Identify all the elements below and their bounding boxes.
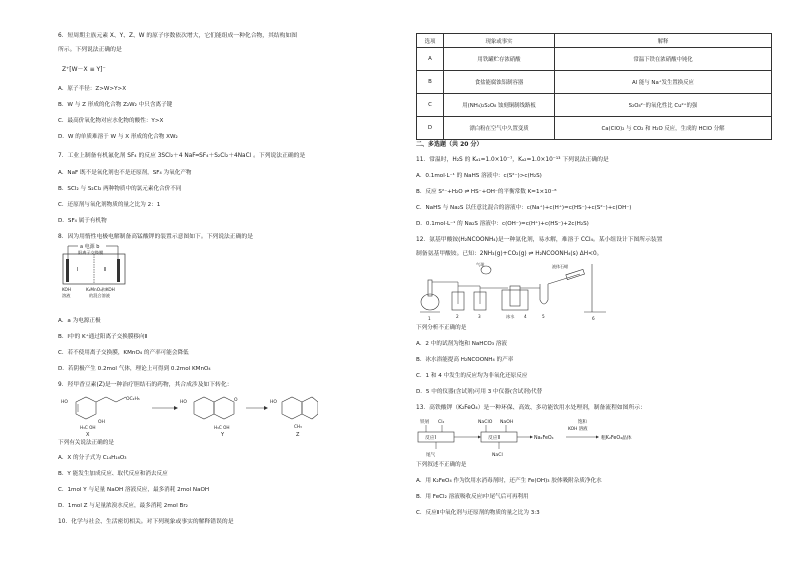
q13-option-a: A．用 K₂FeO₄ 作为饮用水消毒剂时，还产生 Fe(OH)₃ 胶体吸附杂质净化水 — [416, 478, 602, 484]
apparatus-number: 6 — [592, 316, 595, 321]
reaction-1-label: 反应Ⅰ — [425, 436, 437, 441]
flow-input-naoh: NaOH — [500, 420, 514, 425]
q9-stem: 9．羟甲香豆素(Z)是一种治疗胆结石的药物，其合成涉及如下转化： — [58, 382, 233, 388]
q9-option-d: D．1mol Z 与足量浓溴水反应，最多消耗 2mol Br₂ — [58, 503, 188, 509]
flow-intermediate: Na₂FeO₄ — [534, 436, 554, 441]
q12-option-d: D．5 中的仪器(含试剂)可用 3 中仪器(含试剂)代替 — [416, 389, 543, 395]
q11-option-b: B．反应 S²⁻+H₂O ⇌ HS⁻+OH⁻的平衡常数 K=1×10⁻⁸ — [416, 189, 557, 195]
cooling-label: 冰水 — [506, 314, 515, 319]
gas-bag-label: 气球 — [476, 262, 485, 267]
apparatus-number: 1 — [428, 316, 431, 321]
q7-option-d: D．SF₄ 属于有机物 — [58, 218, 107, 224]
flow-waste-nacl: NaCl — [492, 453, 503, 458]
q7-option-a: A．NaF 既不是氧化剂也不是还原剂，SF₄ 为氧化产物 — [58, 170, 192, 176]
table-cell: C — [417, 94, 444, 117]
flow-input-naclo: NaClO — [478, 420, 493, 425]
apparatus-number: 4 — [524, 314, 527, 319]
flow-input-saturated: 饱和 — [578, 420, 587, 425]
table-cell: Ca(ClO)₂ 与 CO₂ 和 H₂O 反应，生成的 HClO 分解 — [555, 117, 772, 140]
q9-option-b: B．Y 能发生加成反应、取代反应和消去反应 — [58, 471, 168, 477]
synthesis-scheme — [58, 392, 318, 438]
q13-option-b: B．用 FeCl₂ 溶液吸收反应Ⅰ中尾气后可再利用 — [416, 494, 529, 500]
table-row — [417, 48, 772, 71]
q12-stem-line1: 12．氨基甲酸铵(H₂NCOONH₄)是一种氨化剂，易水解，难溶于 CCl₄。某小组设计下图所示装置 — [416, 237, 663, 243]
table-header-fact: 现象或事实 — [444, 34, 555, 48]
q11-option-d: D．0.1mol·L⁻¹ 的 Na₂S 溶液中：c(OH⁻)=c(H⁺)+c(HS⁻)+2c(H₂S) — [416, 221, 589, 227]
q6-stem-line1: 6．短周期主族元素 X、Y、Z、W 的原子序数依次增大，它们能组成一种化合物，其结构如图 — [58, 33, 298, 39]
table-row — [417, 94, 772, 117]
paraffin-label: 液体石蜡 — [552, 264, 568, 269]
x-substituent-oc2h5: OC₂H₅ — [126, 397, 140, 402]
q11-option-a: A．0.1mol·L⁻¹ 的 NaHS 溶液中：c(S²⁻)>c(H₂S) — [416, 173, 542, 179]
left-solution-line1: KOH — [62, 287, 71, 292]
q12-stem3: 下列分析不正确的是 — [416, 325, 467, 331]
table-cell: 食盐能腐蚀铝制容器 — [444, 71, 555, 94]
membrane-label: 阳离子交换膜 — [78, 250, 104, 255]
right-solution-line2: 的混合溶液 — [89, 293, 110, 298]
table-cell: 用铁罐贮存浓硝酸 — [444, 48, 555, 71]
table-cell: 用(NH₄)₂S₂O₈ 蚀刻铜制线路板 — [444, 94, 555, 117]
q12-stem-line2: 制备氨基甲酸铵。已知：2NH₃(g)+CO₂(g) ⇌ H₂NCOONH₄(s) ΔH<0。 — [416, 251, 603, 257]
q7-stem: 7．工业上制备有机氟化剂 SF₄ 的反应 3SCl₂＋4 NaF═SF₄＋S₂Cl₂＋4NaCl 。下列说法正确的是 — [58, 153, 306, 159]
svg-text:OH: OH — [98, 420, 105, 425]
q7-option-c: C．还原剂与氧化剂物质的量之比为 2：1 — [58, 202, 161, 208]
svg-text:H₃C OH: H₃C OH — [214, 425, 230, 430]
svg-text:CH₃: CH₃ — [294, 424, 302, 429]
left-solution-line2: 溶液 — [62, 293, 71, 298]
q11-stem: 11．常温时，H₂S 的 Kₐ₁=1.0×10⁻⁷，Kₐ₂=1.0×10⁻¹³ 下列说法正确的是 — [416, 157, 609, 163]
table-cell: 漂白粉在空气中久置变质 — [444, 117, 555, 140]
table-cell: B — [417, 71, 444, 94]
svg-text:O: O — [234, 398, 238, 403]
q6-option-c: C．最高价氧化物对应水化物的酸性：Y>X — [58, 118, 164, 124]
q13-stem: 13．高铁酸钾（K₂FeO₄）是一种环保、高效、多功能饮用水处理剂，制备流程如图所示： — [416, 405, 646, 411]
q8-option-c: C．若不使用离子交换膜，KMnO₄ 的产率可能会降低 — [58, 350, 189, 356]
q7-option-b: B．SCl₂ 与 S₂Cl₂ 两种物质中的氯元素化合价不同 — [58, 186, 182, 192]
label-x: X — [86, 432, 90, 438]
q12-option-a: A．2 中的试剂为饱和 NaHCO₃ 溶液 — [416, 341, 508, 347]
q8-option-a: A．a 为电源正极 — [58, 318, 101, 324]
table-cell: S₂O₈²⁻的氧化性比 Cu²⁺的强 — [555, 94, 772, 117]
apparatus-number: 2 — [456, 314, 459, 319]
q9-option-c: C．1mol Y 与足量 NaOH 溶液反应，最多消耗 2mol NaOH — [58, 487, 210, 493]
table-cell: D — [417, 117, 444, 140]
q6-stem-line2: 所示。下列说法正确的是 — [58, 47, 122, 53]
q8-option-d: D．若阴极产生 0.2mol 气体，理论上可得到 0.2mol KMnO₄ — [58, 366, 211, 372]
section-multiple-choice: 二、多选题（共 20 分） — [416, 141, 483, 148]
apparatus-diagram — [416, 260, 616, 322]
flow-waste-gas: 尾气 — [426, 453, 436, 458]
q9-option-a: A．X 的分子式为 C₁₄H₁₆O₃ — [58, 455, 127, 461]
table-header-option: 选项 — [417, 34, 444, 48]
label-z: Z — [296, 432, 300, 438]
q6-option-a: A．原子半径：Z>W>Y>X — [58, 86, 127, 92]
power-label: a 电源 b — [80, 244, 100, 250]
q6-option-b: B．W 与 Z 形成的化合物 Z₂W₂ 中只含离子键 — [58, 102, 173, 108]
q11-option-c: C．NaHS 与 Na₂S 以任意比混合的溶液中：c(Na⁺)+c(H⁺)=c(HS⁻)+c(S²⁻)+c(OH⁻) — [416, 205, 632, 211]
electrolysis-cell-diagram — [58, 241, 138, 303]
flow-input-koh: KOH 溶液 — [568, 427, 588, 432]
right-solution-line1: K₂MnO₄和KOH — [86, 287, 115, 292]
process-flow-diagram — [416, 415, 676, 459]
q10-table — [416, 33, 772, 140]
table-cell: 常温下铁在浓硝酸中钝化 — [555, 48, 772, 71]
q8-option-b: B．Ⅰ中的 K⁺通过阳离子交换膜移向Ⅱ — [58, 334, 148, 340]
x-substituent-h3c-oh: H₃C OH — [80, 425, 96, 430]
chamber-2-label: Ⅱ — [104, 267, 107, 273]
chamber-1-label: Ⅰ — [77, 267, 79, 273]
flow-input-iron: 铁屑 — [420, 420, 430, 425]
flow-product: 粗K₂FeO₄晶体 — [601, 436, 632, 441]
apparatus-number: 5 — [542, 314, 545, 319]
q9-stem2: 下列有关说法正确的是 — [58, 440, 114, 446]
q13-option-c: C．反应Ⅱ中氧化剂与还原剂的物质的量之比为 3:3 — [416, 510, 540, 516]
q8-stem: 8．因为用惰性电极电解制备高锰酸钾的装置示意图如下。下列说法正确的是 — [58, 234, 253, 240]
table-cell: A — [417, 48, 444, 71]
q10-stem: 10．化学与社会、生活密切相关。对下列现象或事实的解释错误的是 — [58, 519, 234, 525]
svg-text:HO: HO — [270, 400, 277, 405]
table-row — [417, 71, 772, 94]
table-header-explanation: 解释 — [555, 34, 772, 48]
q13-stem2: 下列叙述不正确的是 — [416, 462, 467, 468]
svg-text:HO: HO — [61, 400, 68, 405]
svg-text:HO: HO — [180, 400, 187, 405]
reaction-2-label: 反应Ⅱ — [488, 436, 500, 441]
flow-input-cl2: Cl₂ — [438, 420, 445, 425]
label-y: Y — [221, 432, 225, 438]
table-row — [417, 117, 772, 140]
table-cell: Al 能与 Na⁺发生置换反应 — [555, 71, 772, 94]
q12-option-c: C．1 和 4 中发生的反应均为非氧化还原反应 — [416, 373, 528, 379]
apparatus-number: 3 — [478, 314, 481, 319]
q6-option-d: D．W 的单质难溶于 W 与 X 形成的化合物 XW₂ — [58, 134, 178, 140]
q6-structure: Z⁺[W－X ≡ Y]⁻ — [62, 66, 106, 73]
table-header-row — [417, 34, 772, 48]
q12-option-b: B．冰水浴能提高 H₂NCOONH₄ 的产率 — [416, 357, 514, 363]
